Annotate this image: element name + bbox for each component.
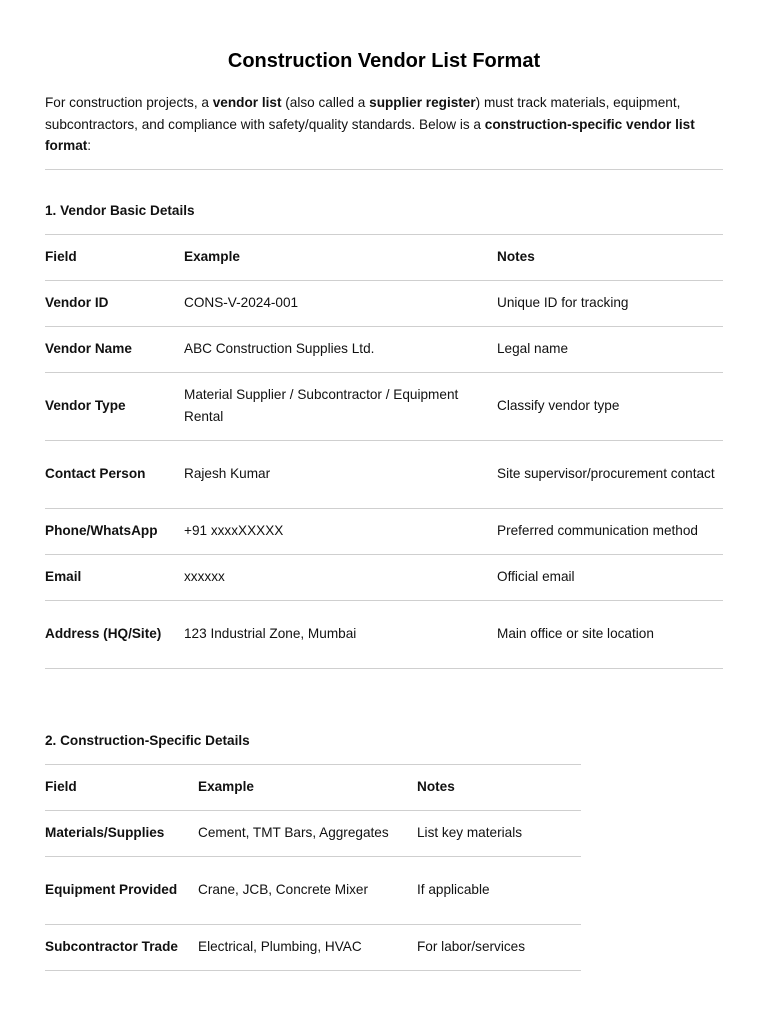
section-heading-basic-details: 1. Vendor Basic Details <box>45 202 195 218</box>
example-cell: xxxxxx <box>184 554 497 600</box>
notes-cell: Preferred communication method <box>497 508 723 554</box>
example-cell: Electrical, Plumbing, HVAC <box>198 924 417 970</box>
table-row <box>45 372 723 440</box>
notes-cell: Classify vendor type <box>497 372 723 440</box>
intro-text: ) must track materials, equipment, subcontractors, and compliance with safety/quality standards. Below is a <box>45 95 681 132</box>
notes-cell: List key materials <box>417 810 581 856</box>
table-row <box>45 280 723 326</box>
example-cell: Rajesh Kumar <box>184 440 497 508</box>
divider <box>45 169 723 170</box>
example-cell: 123 Industrial Zone, Mumbai <box>184 600 497 668</box>
field-cell: Vendor ID <box>45 280 184 326</box>
column-header-field: Field <box>45 764 198 810</box>
column-header-notes: Notes <box>417 764 581 810</box>
table-header-row <box>45 764 581 810</box>
field-cell: Materials/Supplies <box>45 810 198 856</box>
example-cell: Crane, JCB, Concrete Mixer <box>198 856 417 924</box>
field-cell: Vendor Name <box>45 326 184 372</box>
intro-bold-supplier-register: supplier register <box>369 95 476 110</box>
construction-specific-details-table <box>45 764 581 971</box>
vendor-basic-details-table <box>45 234 723 669</box>
column-header-field: Field <box>45 234 184 280</box>
field-cell: Contact Person <box>45 440 184 508</box>
notes-cell: For labor/services <box>417 924 581 970</box>
intro-paragraph <box>45 92 723 157</box>
notes-cell: Legal name <box>497 326 723 372</box>
example-cell: CONS-V-2024-001 <box>184 280 497 326</box>
column-header-example: Example <box>198 764 417 810</box>
table-row <box>45 326 723 372</box>
example-cell: +91 xxxxXXXXX <box>184 508 497 554</box>
table-row <box>45 554 723 600</box>
table-header-row <box>45 234 723 280</box>
field-cell: Address (HQ/Site) <box>45 600 184 668</box>
intro-bold-vendor-list: vendor list <box>212 95 282 110</box>
field-cell: Phone/WhatsApp <box>45 508 184 554</box>
intro-text: (also called a <box>281 95 370 110</box>
table-row <box>45 856 581 924</box>
example-cell: ABC Construction Supplies Ltd. <box>184 326 497 372</box>
field-cell: Vendor Type <box>45 372 184 440</box>
column-header-example: Example <box>184 234 497 280</box>
notes-cell: Main office or site location <box>497 600 723 668</box>
intro-text: : <box>87 138 92 153</box>
table-row <box>45 600 723 668</box>
notes-cell: Official email <box>497 554 723 600</box>
table-row <box>45 440 723 508</box>
notes-cell: Site supervisor/procurement contact <box>497 440 723 508</box>
section-heading-construction-specific: 2. Construction-Specific Details <box>45 732 250 748</box>
column-header-notes: Notes <box>497 234 723 280</box>
field-cell: Subcontractor Trade <box>45 924 198 970</box>
notes-cell: Unique ID for tracking <box>497 280 723 326</box>
notes-cell: If applicable <box>417 856 581 924</box>
example-cell: Material Supplier / Subcontractor / Equipment Rental <box>184 372 497 440</box>
field-cell: Equipment Provided <box>45 856 198 924</box>
page-title: Construction Vendor List Format <box>227 50 541 72</box>
example-cell: Cement, TMT Bars, Aggregates <box>198 810 417 856</box>
intro-text: For construction projects, a <box>45 95 213 110</box>
table-row <box>45 508 723 554</box>
intro-bold-format: construction-specific vendor list format <box>45 116 695 153</box>
table-row <box>45 924 581 970</box>
field-cell: Email <box>45 554 184 600</box>
table-row <box>45 810 581 856</box>
